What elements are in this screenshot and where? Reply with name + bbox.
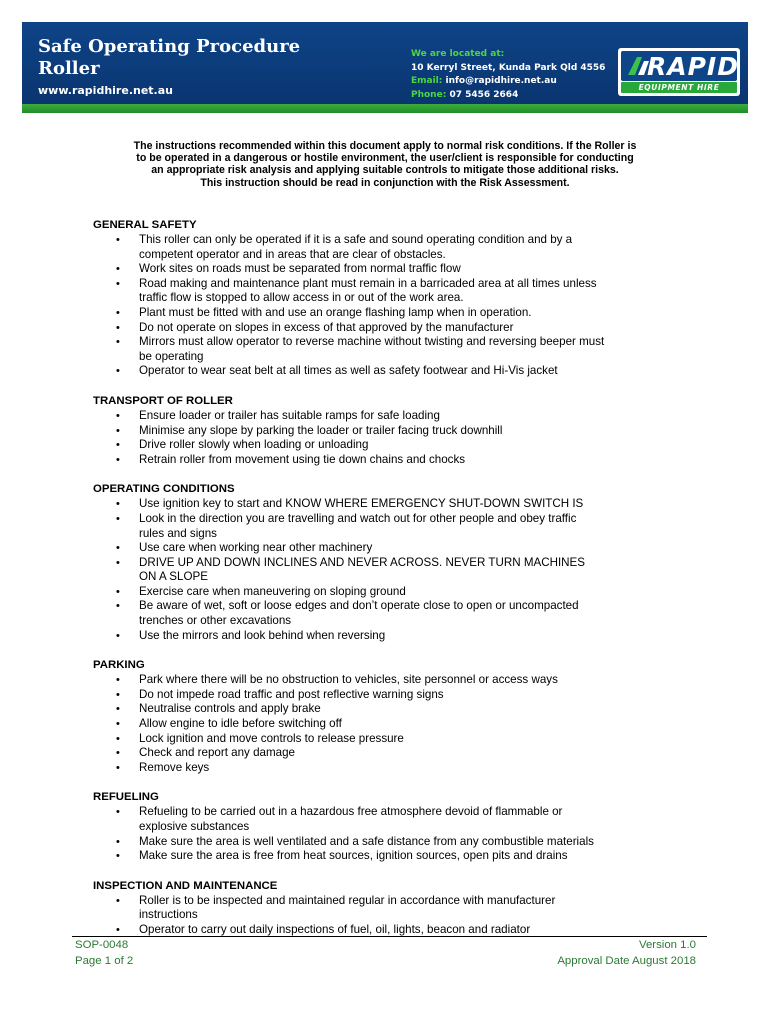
rapid-logo: [618, 48, 740, 96]
list-item: [93, 761, 683, 776]
bullet-list: [93, 894, 683, 938]
list-item: [93, 453, 683, 468]
list-item-line: • Work sites on roads must be separated from normal traffic flow: [139, 262, 461, 276]
bullet-list: [93, 497, 683, 643]
list-item: [93, 424, 683, 439]
phone: 07 5456 2664: [449, 89, 519, 100]
list-item: [93, 688, 683, 703]
email: info@rapidhire.net.au: [445, 76, 557, 86]
list-item-line: • Mirrors must allow operator to reverse machine without twisting and reversing beeper must: [139, 335, 605, 349]
intro-line: an appropriate risk analysis and applying suitable controls to mitigate those additional risks.: [151, 164, 619, 177]
website-url: www.rapidhire.net.au: [38, 84, 173, 97]
document-title: [38, 36, 300, 80]
list-item-line: • Plant must be fitted with and use an orange flashing lamp when in operation.: [139, 305, 532, 319]
list-item: [93, 805, 683, 834]
version: Version 1.0: [639, 939, 696, 951]
list-item-line: • Roller is to be inspected and maintained regular in accordance with manufacturer: [139, 893, 556, 907]
list-item-line: competent operator and in areas that are clear of obstacles.: [139, 247, 446, 261]
list-item: [93, 497, 683, 512]
approval-date: Approval Date August 2018: [557, 954, 696, 967]
section-heading: OPERATING CONDITIONS: [93, 483, 235, 496]
intro-line: to be operated in a dangerous or hostile environment, the user/client is responsible for conducting: [136, 152, 634, 165]
section-heading: INSPECTION AND MAINTENANCE: [93, 879, 278, 892]
list-item-line: • Refueling to be carried out in a hazardous free atmosphere devoid of flammable or: [139, 805, 563, 819]
list-item-line: • Operator to carry out daily inspections of fuel, oil, lights, beacon and radiator: [139, 922, 531, 936]
list-item-line: • Exercise care when maneuvering on sloping ground: [139, 584, 406, 598]
section: [93, 394, 683, 467]
list-item-line: ON A SLOPE: [139, 570, 208, 584]
list-item: [93, 364, 683, 379]
contact-block: [411, 48, 605, 102]
list-item: [93, 746, 683, 761]
list-item-line: • Make sure the area is free from heat sources, ignition sources, open pits and drains: [139, 849, 568, 863]
list-item-line: • Minimise any slope by parking the loader or trailer facing truck downhill: [139, 423, 503, 437]
header-green-stripe: [22, 104, 748, 113]
list-item: [93, 629, 683, 644]
page-number: Page 1 of 2: [75, 954, 134, 967]
list-item: [93, 306, 683, 321]
section: [93, 658, 683, 775]
list-item-line: • Check and report any damage: [139, 746, 295, 760]
list-item-line: rules and signs: [139, 526, 217, 540]
bullet-list: [93, 805, 683, 863]
list-item-line: • Road making and maintenance plant must remain in a barricaded area at all times unless: [139, 276, 597, 290]
list-item-line: • DRIVE UP AND DOWN INCLINES AND NEVER ACROSS. NEVER TURN MACHINES: [139, 555, 586, 569]
header-banner: [22, 22, 748, 104]
list-item-line: • This roller can only be operated if it is a safe and sound operating condition and by a: [139, 233, 573, 246]
list-item: [93, 835, 683, 850]
list-item: [93, 732, 683, 747]
list-item: [93, 277, 683, 306]
list-item-line: trenches or other excavations: [139, 614, 292, 628]
list-item-line: instructions: [139, 908, 198, 922]
section-heading: PARKING: [93, 659, 145, 672]
bullet-list: [93, 409, 683, 467]
logo-top-panel: [621, 51, 737, 81]
intro-line: This instruction should be read in conjunction with the Risk Assessment.: [200, 176, 570, 189]
list-item: [93, 233, 683, 262]
list-item: [93, 512, 683, 541]
footer-right: [557, 938, 696, 969]
list-item: [93, 541, 683, 556]
list-item: [93, 438, 683, 453]
procedure-content: [93, 218, 683, 953]
list-item-line: • Be aware of wet, soft or loose edges and don’t operate close to open or uncompacted: [139, 599, 579, 613]
title-line-1: Safe Operating Procedure: [38, 36, 301, 57]
footer-left: [75, 938, 133, 969]
list-item-line: • Ensure loader or trailer has suitable ramps for safe loading: [139, 408, 440, 422]
list-item-line: • Park where there will be no obstruction to vehicles, site personnel or access ways: [139, 673, 558, 687]
list-item-line: explosive substances: [139, 820, 250, 833]
logo-word: RAPID: [647, 52, 739, 81]
section: [93, 482, 683, 643]
bullet-list: [93, 673, 683, 775]
list-item-line: • Lock ignition and move controls to release pressure: [139, 731, 404, 745]
list-item-line: be operating: [139, 349, 204, 363]
list-item-line: • Drive roller slowly when loading or unloading: [139, 438, 369, 452]
section: [93, 218, 683, 379]
list-item: [93, 409, 683, 424]
section-heading: TRANSPORT OF ROLLER: [93, 394, 233, 407]
list-item-line: traffic flow is stopped to allow access in or out of the work area.: [139, 291, 464, 305]
list-item: [93, 321, 683, 336]
bullet-list: [93, 233, 683, 379]
section: [93, 879, 683, 938]
title-line-2: Roller: [38, 58, 100, 79]
list-item-line: • Operator to wear seat belt at all times as well as safety footwear and Hi-Vis jacket: [139, 364, 558, 378]
address: 10 Kerryl Street, Kunda Park Qld 4556: [411, 62, 606, 73]
list-item: [93, 599, 683, 628]
section-heading: GENERAL SAFETY: [93, 219, 197, 231]
intro-notice: [100, 140, 670, 189]
list-item-line: • Retrain roller from movement using tie down chains and chocks: [139, 452, 466, 466]
list-item: [93, 673, 683, 688]
list-item-line: • Use the mirrors and look behind when reversing: [139, 628, 386, 642]
email-line: [411, 75, 605, 89]
section-heading: REFUELING: [93, 791, 159, 804]
list-item: [93, 335, 683, 364]
document-code: SOP-0048: [75, 939, 129, 951]
list-item: [93, 262, 683, 277]
list-item: [93, 849, 683, 864]
email-label: Email:: [411, 76, 443, 86]
footer-divider: [72, 936, 707, 937]
list-item-line: • Neutralise controls and apply brake: [139, 702, 321, 716]
list-item-line: • Allow engine to idle before switching off: [139, 717, 342, 731]
list-item: [93, 585, 683, 600]
list-item: [93, 556, 683, 585]
list-item-line: • Use ignition key to start and KNOW WHERE EMERGENCY SHUT-DOWN SWITCH IS: [139, 497, 584, 511]
list-item-line: • Do not operate on slopes in excess of that approved by the manufacturer: [139, 320, 514, 334]
located-label: We are located at:: [411, 49, 505, 59]
section: [93, 790, 683, 863]
list-item-line: • Do not impede road traffic and post reflective warning signs: [139, 687, 444, 701]
list-item: [93, 702, 683, 717]
list-item-line: • Make sure the area is well ventilated and a safe distance from any combustible materials: [139, 834, 594, 848]
phone-label: Phone:: [411, 89, 447, 100]
list-item-line: • Look in the direction you are travelling and watch out for other people and obey traffic: [139, 511, 577, 525]
list-item-line: • Use care when working near other machinery: [139, 541, 373, 555]
list-item-line: • Remove keys: [139, 760, 210, 774]
list-item: [93, 894, 683, 923]
phone-line: [411, 89, 605, 103]
list-item: [93, 717, 683, 732]
intro-line: The instructions recommended within this document apply to normal risk conditions. If the Roller is: [133, 140, 637, 152]
logo-tagline: EQUIPMENT HIRE: [621, 82, 737, 93]
